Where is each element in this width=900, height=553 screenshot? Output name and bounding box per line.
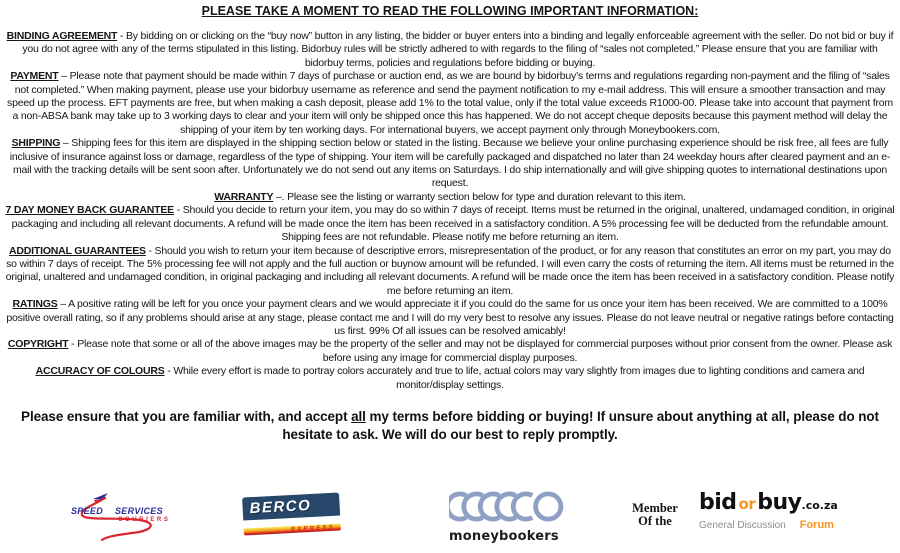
closing-statement — [10, 408, 890, 444]
general-discussion-label: General Discussion — [699, 520, 786, 531]
section-separator: - — [145, 244, 155, 257]
section-body: By bidding on or clicking on the “buy now” button in any listing, the bidder or buyer enters into a binding and legally enforceable agreement with the seller. Do not bid or buy if you do not agree with any of the terms stipulated in this listing. Bidorbuy rules will be strictly adhered to with regards to the filing of “sales not completed.” Please ensure that you are familiar with bidorbuy terms, policies and regulations before bidding or buying. — [22, 30, 894, 69]
section-heading: 7 DAY MONEY BACK GUARANTEE — [5, 204, 174, 217]
section-separator: - — [164, 365, 174, 378]
forum-label: Forum — [799, 519, 834, 531]
closing-text-after: my terms before bidding or buying! If unsure about anything at all, please do not hesitate to ask. We will do our best to reply promptly. — [282, 408, 879, 442]
section-separator: –. — [273, 190, 288, 203]
section-separator: – — [58, 70, 70, 83]
berco-express-logo — [242, 492, 341, 535]
member-of-the-label — [613, 502, 697, 528]
section-heading: BINDING AGREEMENT — [6, 30, 118, 42]
terms-section — [3, 191, 897, 204]
member-line2: Of the — [638, 514, 672, 528]
section-body: Should you decide to return your item, you may do so within 7 days of receipt. Items must be returned in the original, unaltered, undamaged condition, in original packaging and including all relevant documents. A refund will be made once the item has been received in a satisfactory condition. A 5% processing fee will be deducted from the refundable amount. Shipping fees are not refundable. Please notify me before returning an item. — [11, 204, 895, 244]
section-body: Please note that payment should be made within 7 days of purchase or auction end, as we are bound by bidorbuy’s terms and regulations regarding non-payment and the filing of “sales not completed.” When making payment, please use your bidorbuy username as reference and send the payment notification to my e-mail address. This will ensure a smoother transaction and may speed up the process. EFT payments are free, but when making a cash deposit, please add 1% to the total value, only if the total value exceeds R1000-00. Please take into account that payment from a non-ABSA bank may take up to 3 working days to clear and your item will only be shipped once this has happened. We do not accept cheque deposits because this payment method will delay the shipping of your item by ten working days. For international buyers, we accept payment only through Moneybookers.com. — [7, 70, 893, 136]
page-title: PLEASE TAKE A MOMENT TO READ THE FOLLOWING IMPORTANT INFORMATION: — [201, 4, 699, 18]
section-separator: - — [117, 30, 126, 42]
section-heading: PAYMENT — [10, 70, 59, 83]
bidorbuy-logo — [699, 490, 874, 531]
section-separator: - — [68, 338, 78, 351]
bidorbuy-subline — [699, 519, 874, 531]
bidorbuy-wordmark — [699, 490, 874, 519]
section-body: Please note that some or all of the above images may be the property of the seller and may not be displayed for commercial purposes without prior consent from the owner. Please ask before using any image for commercial display purposes. — [77, 338, 893, 364]
section-heading: RATINGS — [12, 298, 58, 311]
member-line1: Member — [632, 501, 678, 515]
terms-sections — [0, 30, 900, 392]
terms-section — [3, 204, 897, 244]
terms-section — [3, 137, 897, 191]
closing-text-before: Please ensure that you are familiar with, and accept — [21, 408, 352, 424]
footer-logos — [0, 489, 900, 553]
terms-section — [3, 365, 897, 392]
terms-section — [3, 338, 897, 365]
bidorbuy-or: or — [738, 495, 756, 513]
couriers-word: COURIERS — [118, 517, 171, 523]
section-separator: - — [173, 204, 183, 217]
section-separator: – — [57, 298, 69, 311]
terms-section — [3, 70, 897, 137]
terms-section — [3, 30, 897, 70]
section-body: Should you wish to return your item because of descriptive errors, misrepresentation of the product, or for any reason that constitutes an error on my part, you may do so within 7 days of receipt. The 5% processing fee will not apply and the full auction or buynow amount will be refunded. I will even carry the costs of returning the item. All items must be returned in the original, unaltered and undamaged condition, in original packaging and including all relevant documents. A refund will be made once the item has been received in a satisfactory condition. Please notify me before returning an item. — [5, 244, 895, 297]
moneybookers-label: moneybookers — [449, 529, 559, 544]
terms-section — [3, 298, 897, 338]
section-body: Shipping fees for this item are displayed in the shipping section below or stated in the listing. Because we believe your online purchasing experience should be risk free, all fees are fully inclusive of insurance against loss or damage, regardless of the type of shipping. Your item will be carefully packaged and dispatched no later than 24 weekday hours after cleared payment and an e-mail with the tracking details will be sent soon after. Unfortunately we do not send out any items on Saturdays. I do ship internationally and will give shipping quotes to international destinations upon request. — [9, 137, 891, 190]
bidorbuy-tld: .co.za — [801, 499, 838, 512]
services-word: SERVICES — [115, 506, 163, 516]
section-body: While every effort is made to portray colors accurately and true to life, actual colors may vary slightly from images due to lighting conditions and camera and monitor/display settings. — [173, 365, 865, 391]
section-heading: WARRANTY — [214, 190, 274, 203]
section-separator: – — [60, 137, 72, 150]
bidorbuy-buy: buy — [757, 490, 802, 515]
speed-services-couriers-logo — [60, 491, 188, 543]
terms-section — [3, 245, 897, 299]
section-heading: SHIPPING — [11, 137, 61, 150]
section-body: Please see the listing or warranty section below for type and duration relevant to this item. — [287, 190, 686, 203]
closing-emphasis-all: all — [351, 408, 366, 424]
moneybookers-arcs-icon — [449, 490, 564, 523]
berco-express-label: EXPRESS — [290, 524, 335, 534]
section-heading: ACCURACY OF COLOURS — [35, 365, 165, 378]
berco-name: BERCO — [249, 496, 312, 518]
moneybookers-logo — [449, 490, 581, 546]
section-body: A positive rating will be left for you once your payment clears and we would appreciate it if you could do the same for us once your item has been received. We are committed to a 100% positive overall rating, so if any problems should arise at any stage, please contact me and I will do my very best to resolve any issues. Please do not leave neutral or negative ratings before contacting us first. 99% Of all issues can be resolved amicably! — [6, 298, 894, 337]
speed-word: SPEED — [71, 506, 104, 516]
bidorbuy-bid: bid — [699, 490, 737, 515]
section-heading: ADDITIONAL GUARANTEES — [9, 244, 146, 257]
section-heading: COPYRIGHT — [7, 338, 69, 351]
